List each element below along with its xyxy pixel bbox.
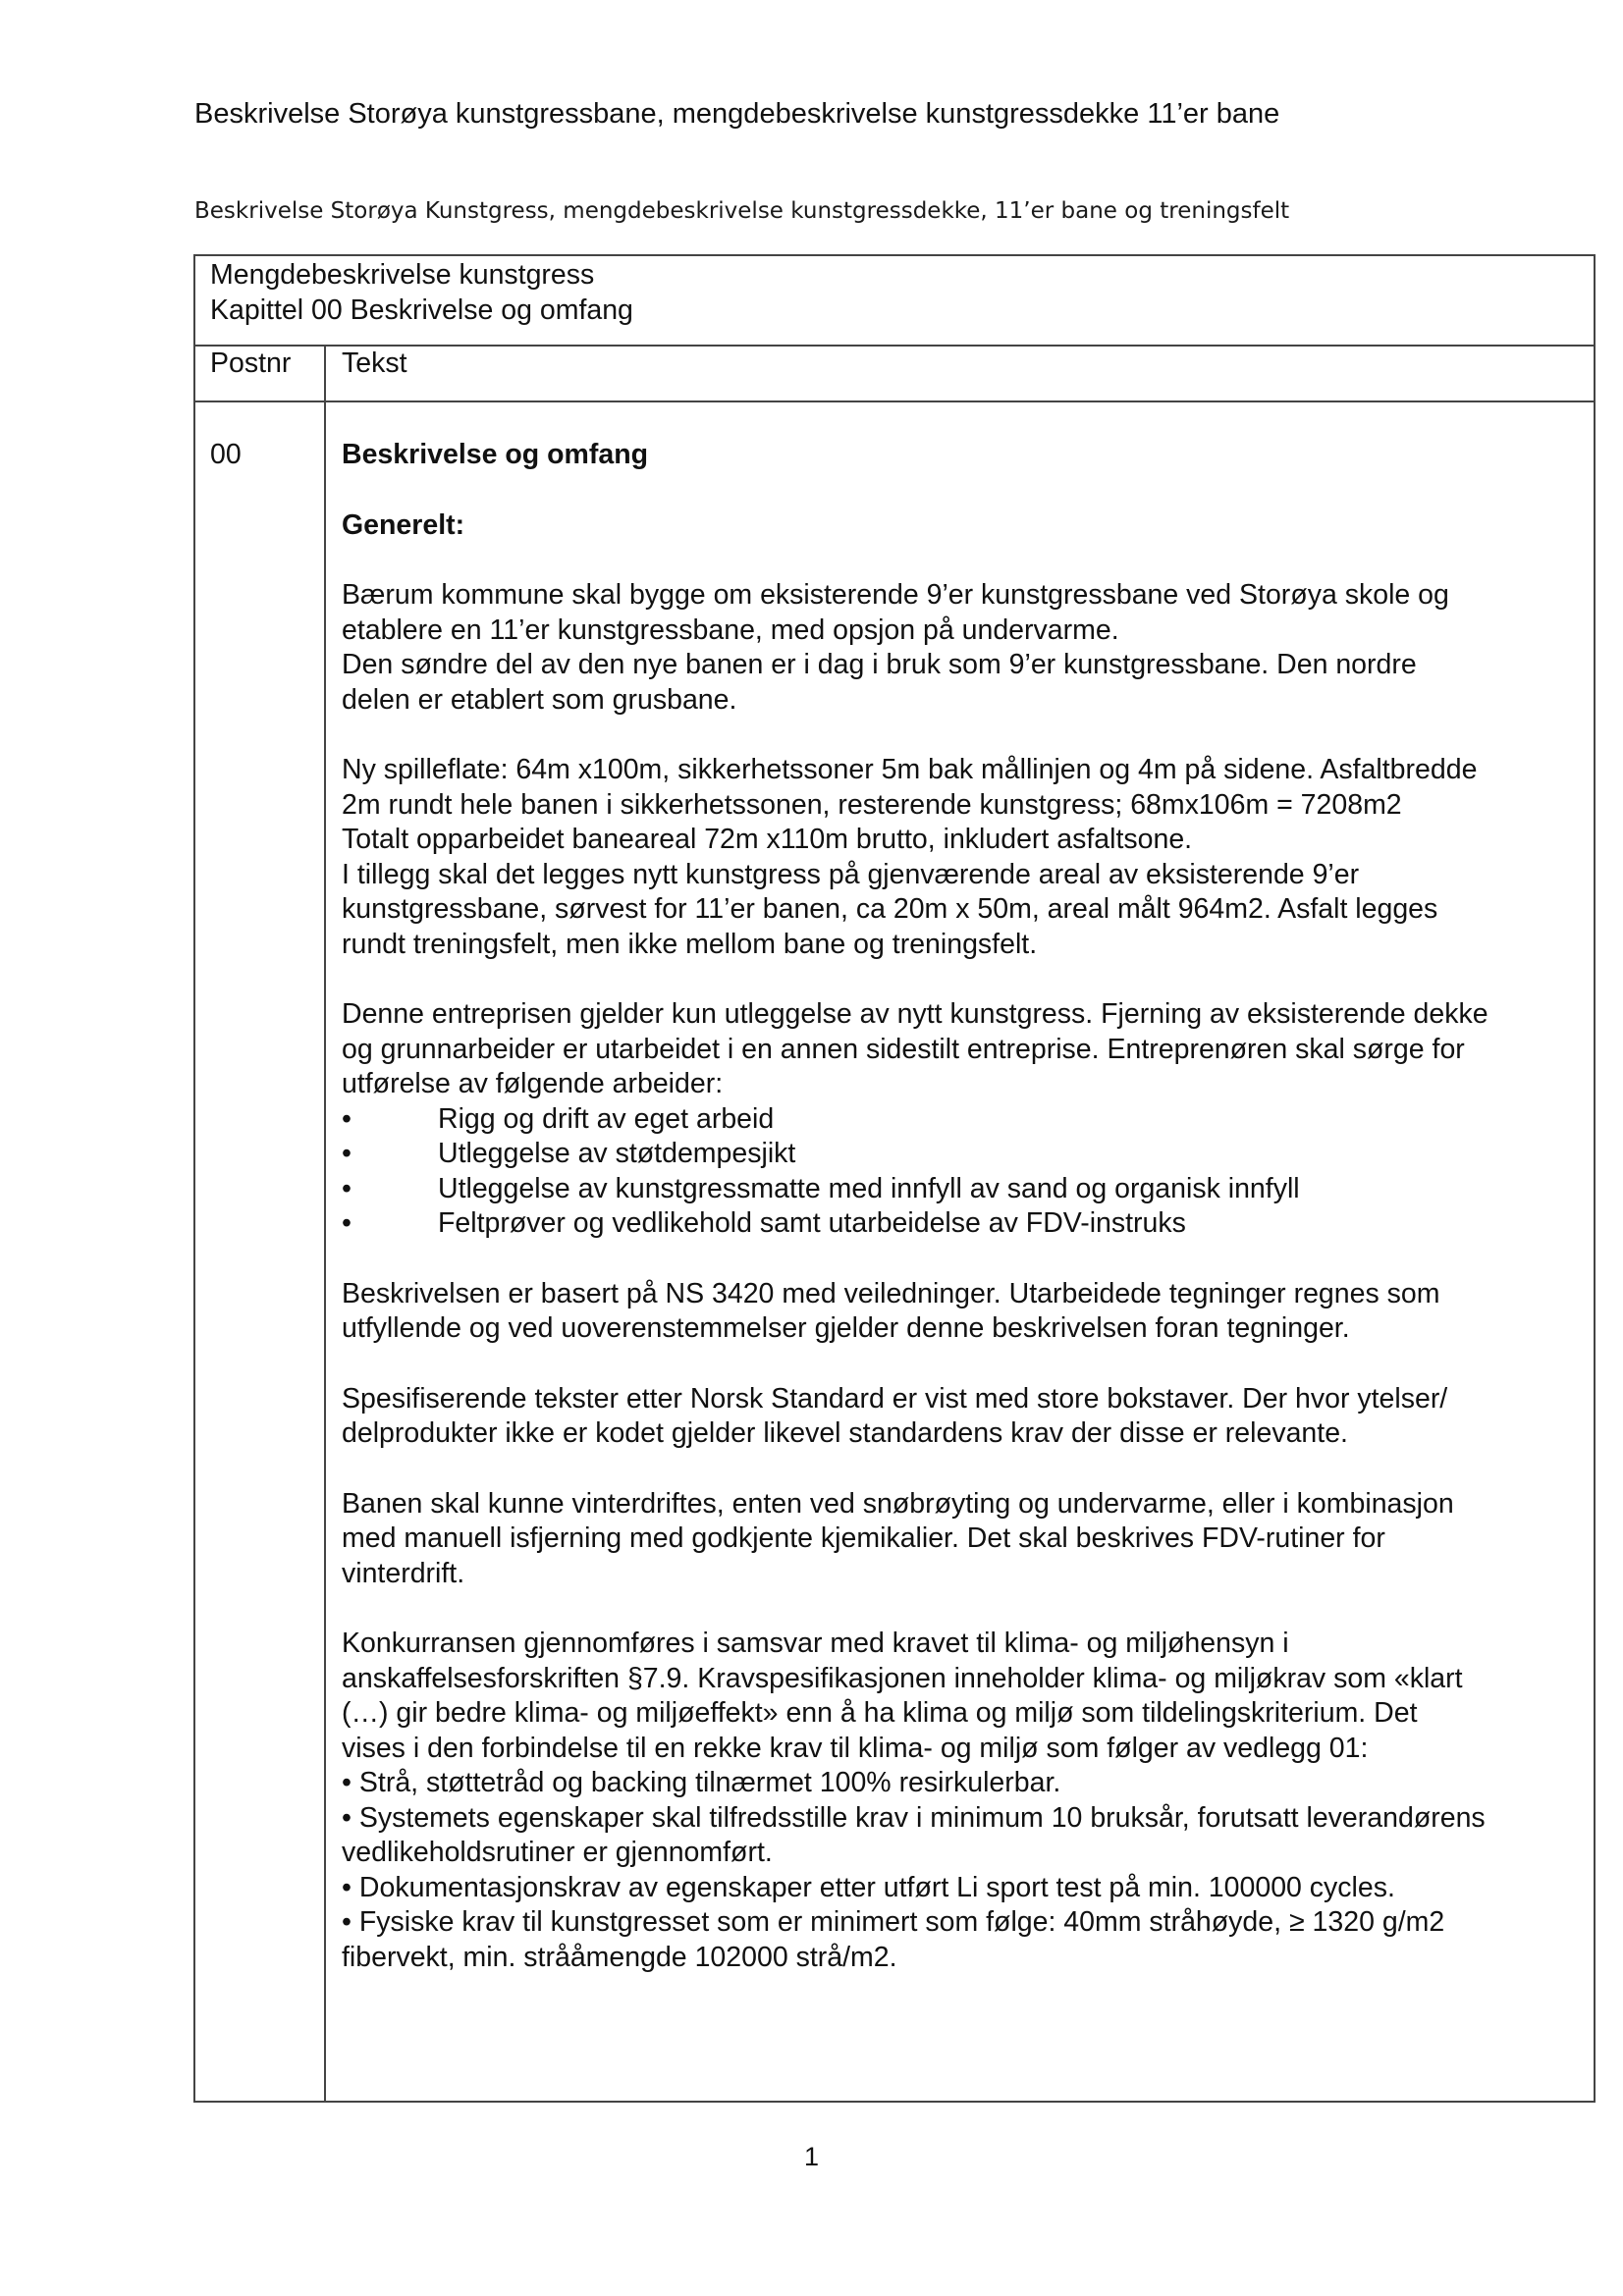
paragraph-line: vises i den forbindelse til en rekke krav til klima- og miljø som følger av vedlegg 01: [342, 1732, 1369, 1764]
bullet-icon: • [342, 1102, 352, 1135]
paragraph-line: Banen skal kunne vinterdriftes, enten ved snøbrøyting og undervarme, eller i kombinasjon [342, 1487, 1454, 1520]
paragraph-line: delprodukter ikke er kodet gjelder likevel standardens krav der disse er relevante. [342, 1417, 1348, 1449]
paragraph-line: vedlikeholdsrutiner er gjennomført. [342, 1837, 773, 1868]
table-heading-cell [194, 255, 1595, 346]
list-item [342, 1172, 1594, 1207]
paragraph-line: • Strå, støttetråd og backing tilnærmet 100% resirkulerbar. [342, 1767, 1061, 1798]
paragraph-standards [342, 1277, 1594, 1347]
description-table [193, 254, 1596, 2103]
paragraph-winter-operation [342, 1487, 1594, 1592]
column-header-tekst: Tekst [325, 346, 1595, 401]
paragraph-line: • Dokumentasjonskrav av egenskaper etter utført Li sport test på min. 100000 cycles. [342, 1871, 1395, 1903]
paragraph-line: Spesifiserende tekster etter Norsk Standard er vist med store bokstaver. Der hvor ytelser/ [342, 1382, 1448, 1415]
paragraph-line: Konkurransen gjennomføres i samsvar med kravet til klima- og miljøhensyn i [342, 1628, 1289, 1659]
paragraph-scope [342, 997, 1594, 1102]
paragraph-line: fibervekt, min. strååmengde 102000 strå/m2. [342, 1941, 897, 1973]
paragraph-line: Den søndre del av den nye banen er i dag i bruk som 9’er kunstgressbane. Den nordre [342, 649, 1417, 680]
list-item-text: Feltprøver og vedlikehold samt utarbeidelse av FDV-instruks [438, 1207, 1186, 1239]
list-item-text: Rigg og drift av eget arbeid [438, 1102, 775, 1135]
page-number: 1 [803, 2142, 820, 2171]
postnr-cell: 00 [194, 401, 325, 2102]
paragraph-environment [342, 1627, 1594, 1975]
paragraph-line: rundt treningsfelt, men ikke mellom bane og treningsfelt. [342, 928, 1038, 960]
table-heading-title: Mengdebeskrivelse kunstgress [210, 259, 595, 291]
table-row [194, 401, 1595, 2102]
paragraph-line: • Systemets egenskaper skal tilfredsstille krav i minimum 10 bruksår, forutsatt leverandørens [342, 1801, 1486, 1834]
paragraph-line: Bærum kommune skal bygge om eksisterende 9’er kunstgressbane ved Storøya skole og [342, 579, 1449, 611]
paragraph-line: 2m rundt hele banen i sikkerhetssonen, resterende kunstgress; 68mx106m = 7208m2 [342, 788, 1402, 821]
paragraph-line: delen er etablert som grusbane. [342, 683, 737, 716]
list-item [342, 1206, 1594, 1242]
bullet-icon: • [342, 1207, 352, 1239]
list-item-text: Utleggelse av kunstgressmatte med innfyll av sand og organisk innfyll [438, 1172, 1300, 1204]
paragraph-line: I tillegg skal det legges nytt kunstgress på gjenværende areal av eksisterende 9’er [342, 858, 1360, 890]
work-items-list [342, 1102, 1594, 1242]
paragraph-line: utfyllende og ved uoverenstemmelser gjelder denne beskrivelsen foran tegninger. [342, 1312, 1350, 1344]
paragraph-line: Denne entreprisen gjelder kun utleggelse av nytt kunstgress. Fjerning av eksisterende dekke [342, 998, 1488, 1030]
paragraph-line: Ny spilleflate: 64m x100m, sikkerhetssoner 5m bak mållinjen og 4m på sidene. Asfaltbredde [342, 754, 1478, 785]
paragraph-line: og grunnarbeider er utarbeidet i en annen sidestilt entreprise. Entreprenøren skal sørge for [342, 1033, 1465, 1065]
table-heading-chapter: Kapittel 00 Beskrivelse og omfang [210, 294, 633, 326]
column-header-row [194, 346, 1595, 401]
paragraph-line: Beskrivelsen er basert på NS 3420 med veiledninger. Utarbeidede tegninger regnes som [342, 1277, 1440, 1309]
table-heading-row [194, 255, 1595, 346]
paragraph-line: med manuell isfjerning med godkjente kjemikalier. Det skal beskrives FDV-rutiner for [342, 1522, 1385, 1554]
paragraph-line: utførelse av følgende arbeider: [342, 1068, 724, 1099]
bullet-icon: • [342, 1138, 352, 1169]
paragraph-specifications [342, 1382, 1594, 1452]
column-header-postnr: Postnr [194, 346, 325, 401]
paragraph-line: • Fysiske krav til kunstgresset som er minimert som følge: 40mm stråhøyde, ≥ 1320 g/m2 [342, 1906, 1445, 1938]
subheading-generelt: Generelt: [342, 508, 465, 541]
page-header: Beskrivelse Storøya kunstgressbane, mengdebeskrivelse kunstgressdekke 11’er bane [194, 98, 1280, 130]
paragraph-line: anskaffelsesforskriften §7.9. Kravspesifikasjonen inneholder klima- og miljøkrav som «klart [342, 1662, 1463, 1694]
list-item-text: Utleggelse av støtdempesjikt [438, 1138, 796, 1169]
paragraph-line: etablere en 11’er kunstgressbane, med opsjon på undervarme. [342, 614, 1119, 646]
paragraph-intro [342, 578, 1594, 718]
document-subtitle: Beskrivelse Storøya Kunstgress, mengdebeskrivelse kunstgressdekke, 11’er bane og treningsfelt [194, 198, 1290, 224]
paragraph-line: vinterdrift. [342, 1557, 465, 1589]
section-title: Beskrivelse og omfang [342, 439, 649, 470]
paragraph-dimensions [342, 753, 1594, 962]
list-item [342, 1137, 1594, 1172]
bullet-icon: • [342, 1172, 352, 1204]
paragraph-line: Totalt opparbeidet baneareal 72m x110m brutto, inkludert asfaltsone. [342, 824, 1193, 855]
text-cell [325, 401, 1595, 2102]
paragraph-line: (…) gir bedre klima- og miljøeffekt» enn å ha klima og miljø som tildelingskriterium. Det [342, 1697, 1418, 1729]
list-item [342, 1102, 1594, 1138]
paragraph-line: kunstgressbane, sørvest for 11’er banen, ca 20m x 50m, areal målt 964m2. Asfalt legges [342, 893, 1438, 925]
